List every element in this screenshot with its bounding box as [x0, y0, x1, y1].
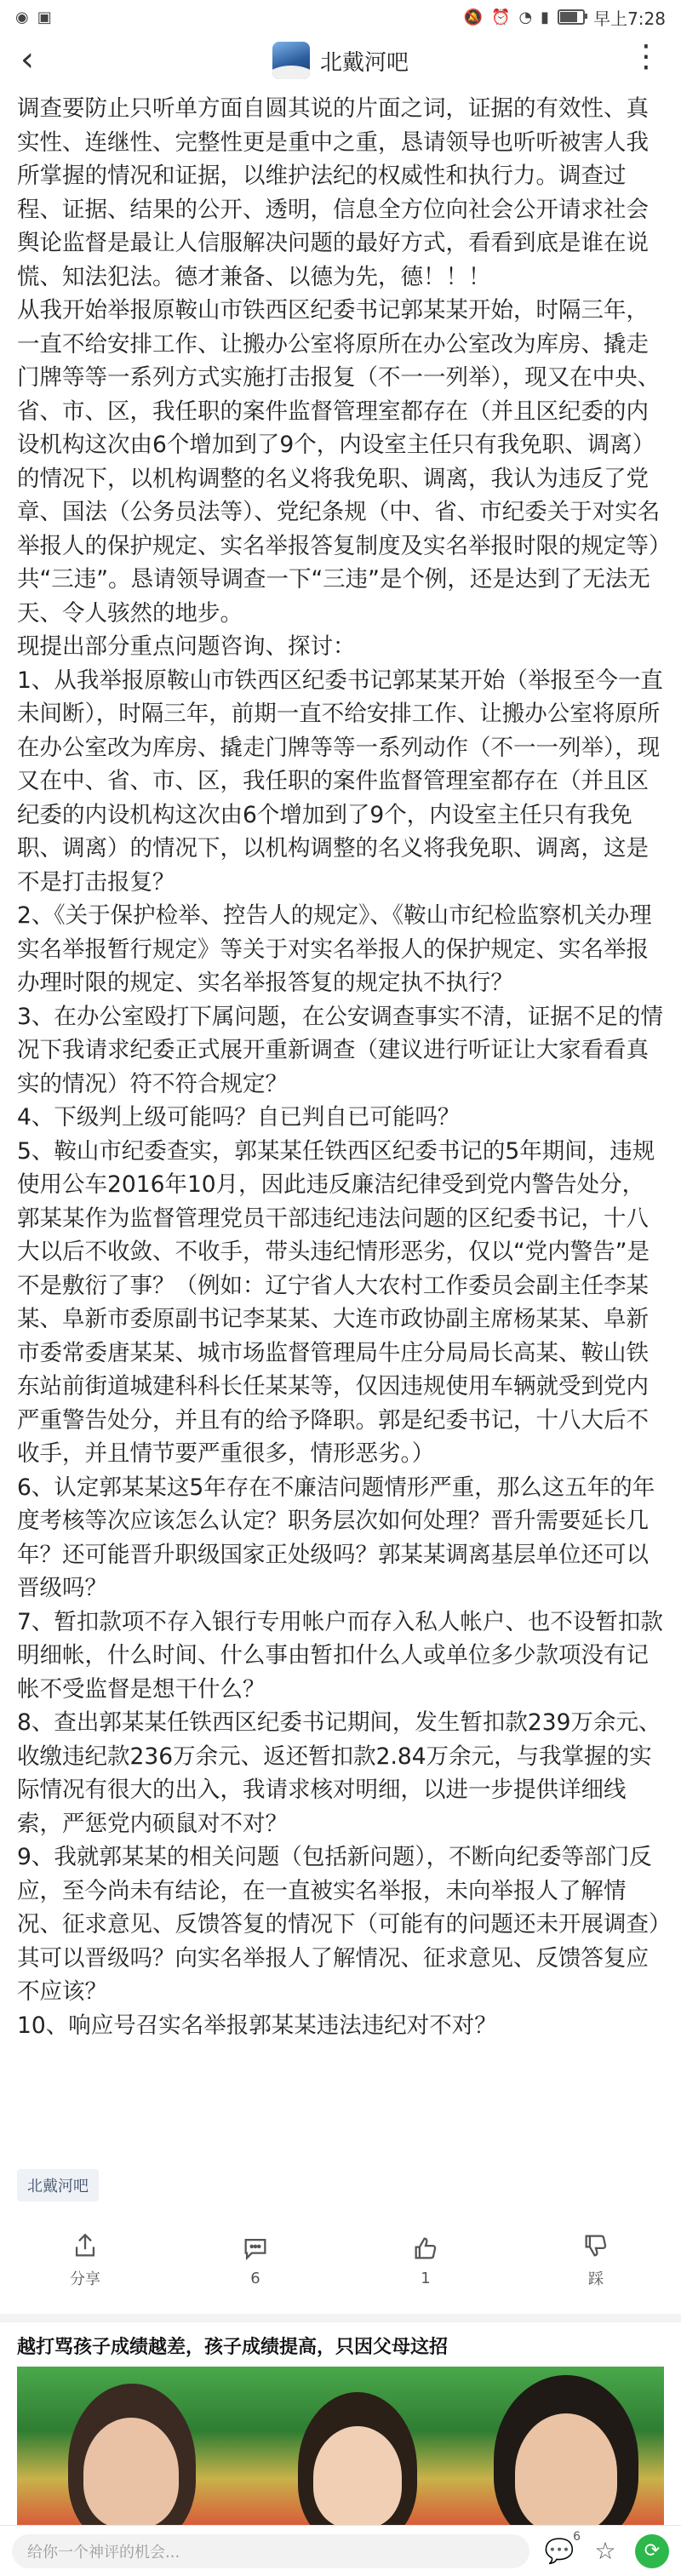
post-paragraph: 4、下级判上级可能吗？自已判自已可能吗？: [17, 1104, 461, 1131]
post-paragraph: 10、响应号召实名举报郭某某违法违纪对不对？: [17, 2012, 497, 2039]
post-paragraph: 9、我就郭某某的相关问题（包括新问题），不断向纪委等部门反应，至今尚未有结论，在一直被实名举报，未向举报人了解情况、征求意见、反馈答复的情况下（可能有的问题还未开展调查）其可以晋级吗？向实名举报人了解情况、征求意见、反馈答复应不应该？: [17, 1844, 661, 2005]
weibo-icon: ◉: [15, 8, 29, 26]
section-divider: [0, 2314, 681, 2322]
nav-bar: [0, 34, 681, 87]
ad-person: [515, 2413, 617, 2527]
more-options-icon[interactable]: ⋮: [631, 39, 662, 74]
signal-icon: ▮: [541, 8, 550, 26]
thumbs-down-icon: [581, 2231, 610, 2260]
back-icon[interactable]: ‹: [20, 40, 34, 79]
comments-icon[interactable]: 💬 6: [544, 2529, 581, 2565]
forum-logo: [272, 42, 310, 79]
ad-person: [313, 2426, 402, 2527]
wechat-share-icon[interactable]: ⟳: [635, 2534, 669, 2568]
share-label: 分享: [70, 2270, 100, 2288]
post-paragraph: 3、在办公室殴打下属问题，在公安调查事实不清，证据不足的情况下我请求纪委正式展开重新调查（建议进行听证让大家看看真实的情况）符不符合规定？: [17, 1003, 663, 1097]
comment-placeholder: 给你一个神评的机会...: [27, 2543, 180, 2562]
favorite-star-icon[interactable]: ☆: [594, 2537, 616, 2565]
comment-input[interactable]: [12, 2534, 529, 2568]
alarm-icon: ⏰: [491, 8, 511, 26]
dislike-button[interactable]: [511, 2213, 681, 2307]
like-button[interactable]: [340, 2213, 511, 2307]
post-actions: [0, 2213, 681, 2307]
post-paragraph: 1、从我举报原鞍山市铁西区纪委书记郭某某开始（举报至今一直未间断），时隔三年，前期一直不给安排工作、让搬办公室将原所在办公室改为库房、撬走门牌等等一系列动作（不一一列举），现又在中、省、市、区，我任职的案件监督管理室都存在（并且区纪委的内设机构这次由6个增加到了9个，内设室主任只有我免职、调离）的情况下，以机构调整的名义将我免职、调离，这是不是打击报复？: [17, 667, 663, 896]
post-paragraph: 5、鞍山市纪委查实，郭某某任铁西区纪委书记的5年期间，违规使用公车2016年10月，因此违反廉洁纪律受到党内警告处分，郭某某作为监督管理党员干部违纪违法问题的区纪委书记，十八大以后不收敛、不收手，带头违纪情形恶劣，仅以“党内警告”是不是敷衍了事？（例如：辽宁省人大农村工作委员会副主任李某某、阜新市委原副书记李某某、大连市政协副主席杨某某、阜新市委常委唐某某、城市场监督管理局牛庄分局局长高某、鞍山铁东站前街道城建科科长任某某等，仅因违规使用车辆就受到党内严重警告处分，并且有的给予降职。郭是纪委书记，十八大后不收手，并且情节要严重很多，情形恶劣。）: [17, 1137, 655, 1467]
mute-icon: 🔕: [463, 8, 484, 26]
comment-count: 6: [250, 2269, 260, 2287]
image-icon: ▣: [37, 8, 52, 26]
like-count: 1: [421, 2269, 431, 2287]
comment-button[interactable]: [170, 2213, 340, 2307]
comment-icon: [241, 2234, 270, 2263]
thumbs-up-icon: [411, 2234, 440, 2263]
dislike-label: 踩: [588, 2270, 604, 2288]
post-paragraph: 现提出部分重点问题咨询、探讨：: [17, 633, 356, 660]
share-button[interactable]: [0, 2213, 170, 2307]
ad-image[interactable]: [17, 2367, 664, 2527]
share-icon: [71, 2231, 100, 2260]
post-paragraph: 2、《关于保护检举、控告人的规定》、《鞍山市纪检监察机关办理实名举报暂行规定》等关于对实名举报人的保护规定、实名举报办理时限的规定、实名举报答复的规定执不执行？: [17, 902, 652, 996]
forum-title[interactable]: [272, 42, 409, 79]
post-paragraph: 调查要防止只听单方面自圆其说的片面之词，证据的有效性、真实性、连继性、完整性更是重中之重，恳请领导也听听被害人我所掌握的情况和证据，以维护法纪的权威性和执行力。调查过程、证据、结果的公开、透明，信息全方位向社会公开请求社会舆论监督是最让人信服解决问题的最好方式，看看到底是谁在说慌、知法犯法。德才兼备、以德为先，德！！！: [17, 95, 649, 290]
post-paragraph: 8、查出郭某某任铁西区纪委书记期间，发生暂扣款239万余元、收缴违纪款236万余元、返还暂扣款2.84万余元，与我掌握的实际情况有很大的出入，我请求核对明细，以进一步提供详细线索，严惩党内硕鼠对不对？: [17, 1709, 661, 1837]
post-paragraph: 7、暂扣款项不存入银行专用帐户而存入私人帐户、也不设暂扣款明细帐，什么时间、什么事由暂扣什么人或单位多少款项没有记帐不受监督是想干什么？: [17, 1608, 663, 1703]
wifi-icon: ◔: [518, 8, 533, 26]
forum-name: 北戴河吧: [319, 49, 409, 76]
battery-icon: [558, 9, 585, 25]
ad-title[interactable]: 越打骂孩子成绩越差，孩子成绩提高，只因父母这招: [17, 2337, 449, 2358]
bottom-bar: [0, 2525, 681, 2576]
post-paragraph: 6、认定郭某某这5年存在不廉洁问题情形严重，那么这五年的年度考核等次应该怎么认定？职务层次如何处理？晋升需要延长几年？还可能晋升职级国家正处级吗？郭某某调离基层单位还可以晋级吗？: [17, 1474, 655, 1601]
post-content: [17, 92, 666, 2042]
status-bar: [0, 0, 681, 34]
comments-badge: 6: [573, 2529, 581, 2544]
forum-tag[interactable]: 北戴河吧: [17, 2169, 99, 2201]
clock: 早上7:28: [593, 8, 666, 29]
post-paragraph: 从我开始举报原鞍山市铁西区纪委书记郭某某开始，时隔三年，一直不给安排工作、让搬办公室将原所在办公室改为库房、撬走门牌等等一系列方式实施打击报复（不一一列举），现又在中央、省、市、区，我任职的案件监督管理室都存在（并且区纪委的内设机构这次由6个增加到了9个，内设室主任只有我免职、调离）的情况下，以机构调整的名义将我免职、调离，我认为违反了党章、国法（公务员法等）、党纪条规（中、省、市纪委关于对实名举报人的保护规定、实名举报答复制度及实名举报时限的规定等）共“三违”。恳请领导调查一下“三违”是个例，还是达到了无法无天、令人骇然的地步。: [17, 297, 661, 627]
ad-person: [83, 2418, 179, 2527]
